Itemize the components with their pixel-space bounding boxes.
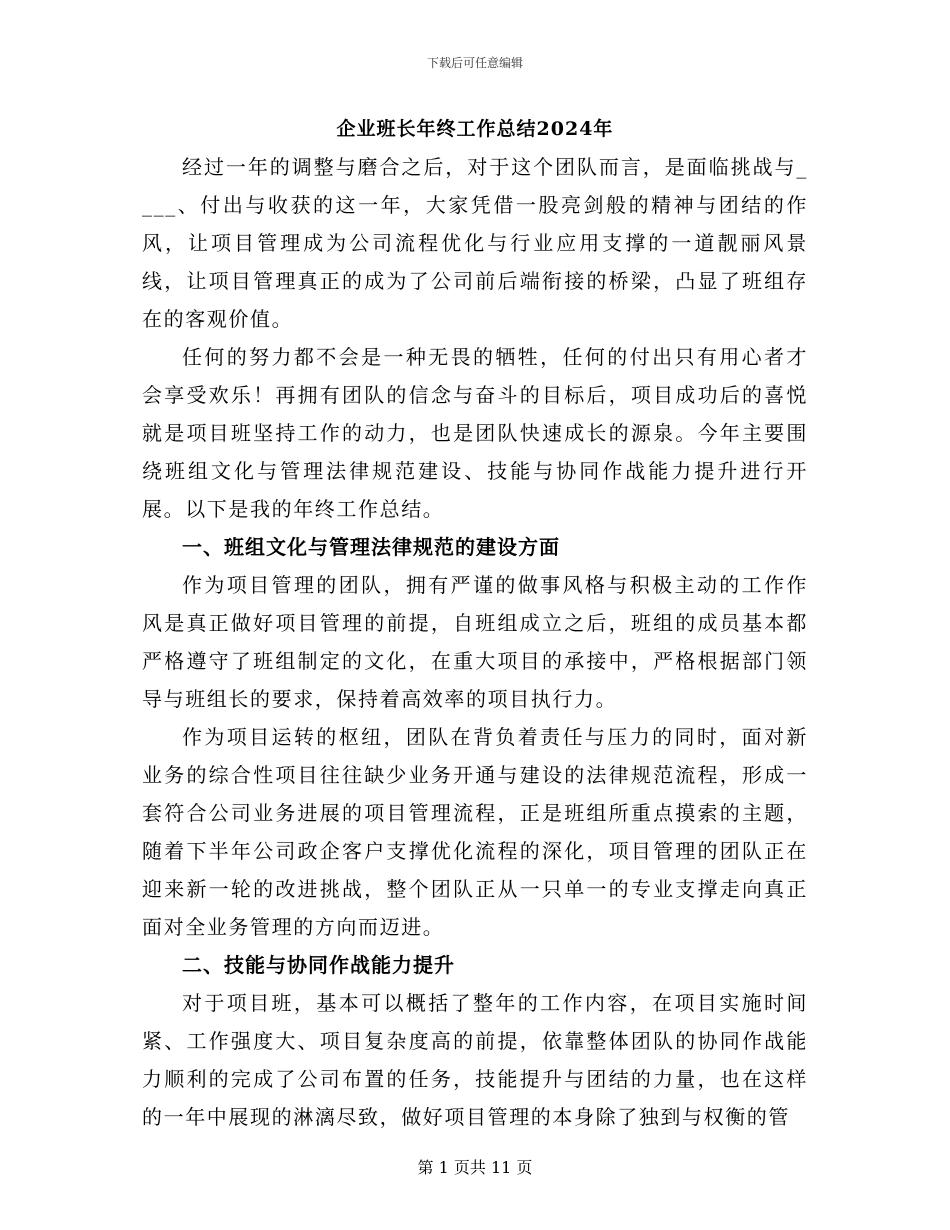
paragraph: 作为项目运转的枢纽，团队在背负着责任与压力的同时，面对新业务的综合性项目往往缺少业务开通与建设的法律规范流程，形成一套符合公司业务进展的项目管理流程，正是班组所重点摸索的主题，随着下半年公司政企客户支撑优化流程的深化，项目管理的团队正在迎来新一轮的改进挑战，整个团队正从一只单一的专业支撑走向真正面对全业务管理的方向而迈进。 (142, 725, 808, 939)
document-title: 企业班长年终工作总结2024年 (336, 118, 614, 140)
paragraph: 作为项目管理的团队，拥有严谨的做事风格与积极主动的工作作风是真正做好项目管理的前提，自班组成立之后，班组的成员基本都严格遵守了班组制定的文化，在重大项目的承接中，严格根据部门领导与班组长的要求，保持着高效率的项目执行力。 (142, 573, 808, 711)
paragraph: 任何的努力都不会是一种无畏的牺牲，任何的付出只有用心者才会享受欢乐！再拥有团队的信念与奋斗的目标后，项目成功后的喜悦就是项目班坚持工作的动力，也是团队快速成长的源泉。今年主要围绕班组文化与管理法律规范建设、技能与协同作战能力提升进行开展。以下是我的年终工作总结。 (142, 345, 808, 521)
header-note: 下载后可任意编辑 (426, 56, 523, 70)
page-number: 第 1 页共 11 页 (417, 1158, 533, 1177)
document-body (142, 148, 808, 1136)
paragraph: 经过一年的调整与磨合之后，对于这个团队而言，是面临挑战与____、付出与收获的这一年，大家凭借一股亮剑般的精神与团结的作风，让项目管理成为公司流程优化与行业应用支撑的一道靓丽风景线，让项目管理真正的成为了公司前后端衔接的桥梁，凸显了班组存在的客观价值。 (142, 155, 808, 331)
paragraph: 对于项目班，基本可以概括了整年的工作内容，在项目实施时间紧、工作强度大、项目复杂度高的前提，依靠整体团队的协同作战能力顺利的完成了公司布置的任务，技能提升与团结的力量，也在这样的一年中展现的淋漓尽致，做好项目管理的本身除了独到与权衡的管 (142, 991, 808, 1129)
section-heading: 二、技能与协同作战能力提升 (182, 953, 455, 977)
section-heading: 一、班组文化与管理法律规范的建设方面 (182, 535, 560, 559)
